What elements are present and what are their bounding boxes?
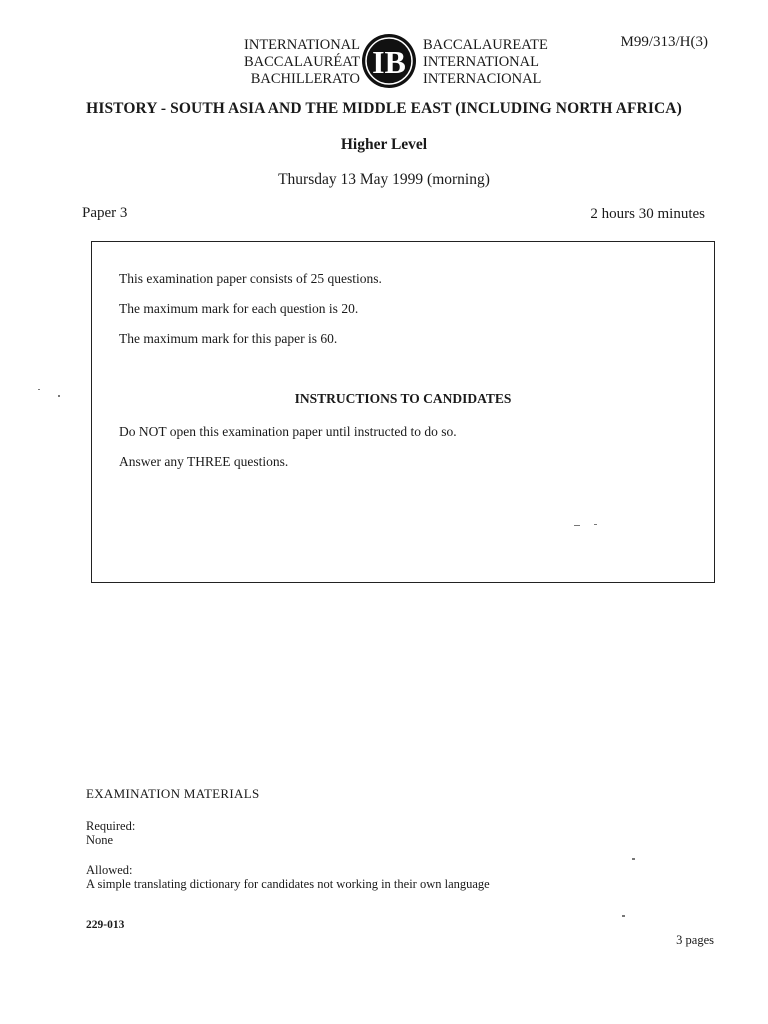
instruction-answer-three: Answer any THREE questions. — [119, 454, 289, 469]
exam-duration: 2 hours 30 minutes — [590, 206, 705, 222]
scan-speck — [58, 395, 60, 397]
scan-speck — [622, 915, 625, 917]
paper-code: M99/313/H(3) — [620, 34, 708, 50]
instruction-do-not-open: Do NOT open this examination paper until instructed to do so. — [119, 424, 457, 439]
scan-speck — [632, 858, 635, 860]
materials-required-label: Required: — [86, 819, 136, 833]
materials-allowed-value: A simple translating dictionary for candidates not working in their own language — [86, 877, 490, 891]
header-right-line-2: INTERNATIONAL — [423, 54, 539, 70]
info-questions-count: This examination paper consists of 25 questions. — [119, 271, 382, 286]
ib-logo — [361, 33, 417, 89]
scan-speck — [38, 389, 40, 390]
header-left-line-2: BACCALAURÉAT — [243, 54, 360, 70]
header-right-line-1: BACCALAUREATE — [423, 37, 548, 53]
instructions-title: INSTRUCTIONS TO CANDIDATES — [294, 391, 512, 406]
header-left-names — [180, 37, 360, 88]
header-right-line-3: INTERNACIONAL — [423, 71, 542, 87]
materials-title: EXAMINATION MATERIALS — [86, 786, 260, 801]
document-reference: 229-013 — [86, 919, 125, 931]
scan-speck — [594, 524, 597, 525]
instructions-box — [91, 241, 715, 583]
exam-level: Higher Level — [340, 136, 428, 153]
info-max-mark-paper: The maximum mark for this paper is 60. — [119, 331, 338, 346]
scan-speck — [574, 525, 580, 526]
materials-required-value: None — [86, 833, 114, 847]
exam-subject: HISTORY - SOUTH ASIA AND THE MIDDLE EAST (INCLUDING NORTH AFRICA) — [86, 100, 682, 117]
page-count: 3 pages — [676, 933, 714, 947]
info-max-mark-question: The maximum mark for each question is 20. — [119, 301, 359, 316]
materials-allowed-label: Allowed: — [86, 863, 133, 877]
paper-number: Paper 3 — [82, 205, 128, 221]
ib-logo-text: IB — [372, 44, 406, 80]
header-left-line-3: BACHILLERATO — [250, 71, 360, 87]
header-left-line-1: INTERNATIONAL — [244, 37, 360, 53]
exam-date: Thursday 13 May 1999 (morning) — [278, 171, 490, 188]
